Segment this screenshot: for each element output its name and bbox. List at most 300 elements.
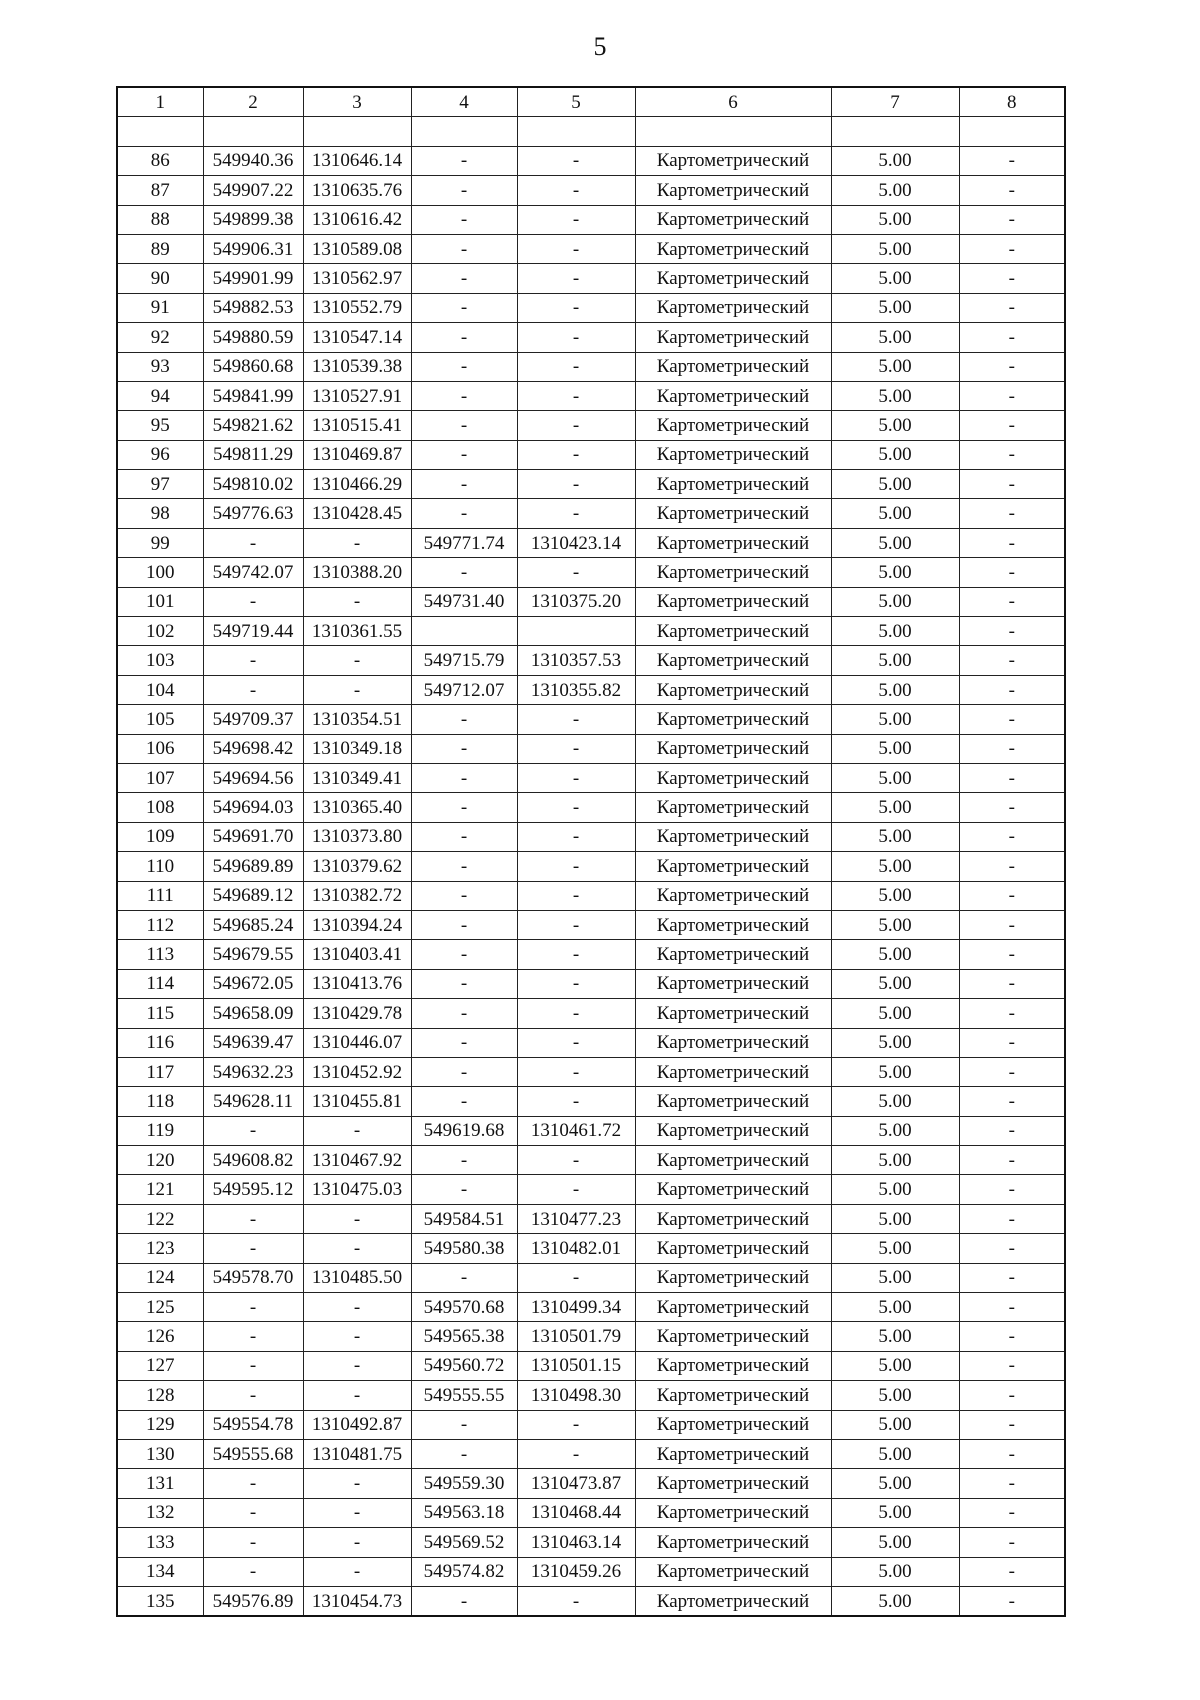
- table-cell: 549576.89: [203, 1586, 303, 1616]
- table-cell: -: [959, 352, 1065, 381]
- table-cell: -: [517, 822, 635, 851]
- table-cell: -: [959, 881, 1065, 910]
- table-cell: Картометрический: [635, 763, 831, 792]
- table-cell: 121: [117, 1175, 203, 1204]
- table-cell: Картометрический: [635, 470, 831, 499]
- table-cell: -: [411, 793, 517, 822]
- table-cell: 549860.68: [203, 352, 303, 381]
- table-row: [117, 1381, 1065, 1410]
- table-cell: -: [411, 1087, 517, 1116]
- table-cell: -: [959, 1087, 1065, 1116]
- empty-cell: [635, 117, 831, 146]
- table-cell: -: [959, 969, 1065, 998]
- table-cell: 5.00: [831, 146, 959, 175]
- table-cell: 5.00: [831, 822, 959, 851]
- table-cell: 103: [117, 646, 203, 675]
- table-row: [117, 1351, 1065, 1380]
- table-row: [117, 881, 1065, 910]
- table-cell: Картометрический: [635, 646, 831, 675]
- table-row: [117, 499, 1065, 528]
- table-cell: 5.00: [831, 793, 959, 822]
- header-cell: 2: [203, 87, 303, 117]
- table-cell: 1310552.79: [303, 293, 411, 322]
- table-cell: -: [517, 763, 635, 792]
- table-cell: -: [959, 1381, 1065, 1410]
- table-cell: -: [517, 881, 635, 910]
- table-row: [117, 264, 1065, 293]
- table-row: [117, 646, 1065, 675]
- table-cell: Картометрический: [635, 852, 831, 881]
- table-cell: 1310375.20: [517, 587, 635, 616]
- table-cell: -: [411, 1586, 517, 1616]
- table-cell: -: [303, 1381, 411, 1410]
- table-cell: 109: [117, 822, 203, 851]
- table-cell: -: [411, 910, 517, 939]
- empty-cell: [303, 117, 411, 146]
- table-cell: 97: [117, 470, 203, 499]
- table-cell: -: [959, 1410, 1065, 1439]
- table-cell: -: [203, 1557, 303, 1586]
- table-row: [117, 352, 1065, 381]
- table-cell: -: [959, 940, 1065, 969]
- table-cell: 1310373.80: [303, 822, 411, 851]
- empty-cell: [203, 117, 303, 146]
- table-cell: Картометрический: [635, 1263, 831, 1292]
- table-cell: Картометрический: [635, 1057, 831, 1086]
- table-cell: -: [959, 470, 1065, 499]
- header-cell: 8: [959, 87, 1065, 117]
- table-cell: -: [203, 528, 303, 557]
- table-cell: -: [517, 323, 635, 352]
- table-cell: 1310461.72: [517, 1116, 635, 1145]
- table-cell: 105: [117, 705, 203, 734]
- table-cell: -: [411, 1439, 517, 1468]
- table-cell: 129: [117, 1410, 203, 1439]
- table-cell: -: [959, 1175, 1065, 1204]
- table-cell: -: [959, 822, 1065, 851]
- table-row: [117, 852, 1065, 881]
- table-cell: 1310589.08: [303, 234, 411, 263]
- table-cell: 1310475.03: [303, 1175, 411, 1204]
- table-cell: -: [959, 499, 1065, 528]
- table-cell: -: [203, 1293, 303, 1322]
- table-cell: 5.00: [831, 352, 959, 381]
- table-cell: -: [203, 1498, 303, 1527]
- page-number: 5: [593, 32, 607, 61]
- table-cell: Картометрический: [635, 705, 831, 734]
- table-cell: 5.00: [831, 617, 959, 646]
- table-cell: -: [517, 1087, 635, 1116]
- table-cell: 1310403.41: [303, 940, 411, 969]
- table-cell: 127: [117, 1351, 203, 1380]
- table-cell: 1310515.41: [303, 411, 411, 440]
- table-cell: -: [411, 352, 517, 381]
- table-cell: Картометрический: [635, 1087, 831, 1116]
- table-cell: 549685.24: [203, 910, 303, 939]
- table-cell: 5.00: [831, 1586, 959, 1616]
- table-cell: 102: [117, 617, 203, 646]
- table-cell: -: [303, 528, 411, 557]
- table-cell: 1310616.42: [303, 205, 411, 234]
- table-cell: -: [517, 1175, 635, 1204]
- table-cell: 5.00: [831, 910, 959, 939]
- table-cell: 549712.07: [411, 675, 517, 704]
- table-cell: Картометрический: [635, 822, 831, 851]
- table-cell: -: [203, 587, 303, 616]
- table-cell: 549555.68: [203, 1439, 303, 1468]
- table-cell: Картометрический: [635, 910, 831, 939]
- table-cell: 88: [117, 205, 203, 234]
- table-cell: -: [959, 205, 1065, 234]
- table-cell: 549715.79: [411, 646, 517, 675]
- table-cell: 5.00: [831, 205, 959, 234]
- table-cell: 5.00: [831, 1204, 959, 1233]
- table-cell: -: [959, 705, 1065, 734]
- table-cell: -: [959, 381, 1065, 410]
- table-cell: 131: [117, 1469, 203, 1498]
- table-cell: 113: [117, 940, 203, 969]
- table-cell: 1310361.55: [303, 617, 411, 646]
- table-cell: 5.00: [831, 381, 959, 410]
- table-cell: Картометрический: [635, 293, 831, 322]
- table-cell: -: [303, 1498, 411, 1527]
- table-cell: -: [517, 734, 635, 763]
- table-row: [117, 558, 1065, 587]
- table-cell: 5.00: [831, 1263, 959, 1292]
- table-cell: 5.00: [831, 881, 959, 910]
- table-cell: -: [959, 528, 1065, 557]
- table-cell: -: [517, 1439, 635, 1468]
- table-cell: 1310357.53: [517, 646, 635, 675]
- table-cell: Картометрический: [635, 1028, 831, 1057]
- table-cell: 5.00: [831, 1498, 959, 1527]
- table-cell: 549901.99: [203, 264, 303, 293]
- table-cell: -: [959, 558, 1065, 587]
- table-cell: Картометрический: [635, 499, 831, 528]
- table-cell: 5.00: [831, 1057, 959, 1086]
- table-cell: -: [517, 999, 635, 1028]
- table-cell: -: [411, 734, 517, 763]
- table-row: [117, 1439, 1065, 1468]
- table-cell: 1310646.14: [303, 146, 411, 175]
- table-cell: 549560.72: [411, 1351, 517, 1380]
- table-cell: 1310527.91: [303, 381, 411, 410]
- table-cell: -: [203, 675, 303, 704]
- table-cell: -: [517, 234, 635, 263]
- table-cell: 1310547.14: [303, 323, 411, 352]
- table-cell: -: [303, 1204, 411, 1233]
- table-row: [117, 1175, 1065, 1204]
- table-cell: 1310354.51: [303, 705, 411, 734]
- table-row: [117, 940, 1065, 969]
- table-cell: -: [303, 587, 411, 616]
- table-cell: -: [203, 646, 303, 675]
- table-cell: 5.00: [831, 587, 959, 616]
- table-cell: -: [517, 470, 635, 499]
- header-cell: 7: [831, 87, 959, 117]
- table-cell: -: [959, 264, 1065, 293]
- table-cell: 549731.40: [411, 587, 517, 616]
- table-cell: 5.00: [831, 646, 959, 675]
- table-cell: 549899.38: [203, 205, 303, 234]
- table-cell: 87: [117, 176, 203, 205]
- table-cell: -: [959, 617, 1065, 646]
- table-cell: -: [203, 1469, 303, 1498]
- table-cell: 1310635.76: [303, 176, 411, 205]
- table-cell: 5.00: [831, 999, 959, 1028]
- table-cell: -: [411, 411, 517, 440]
- table-cell: 5.00: [831, 1381, 959, 1410]
- table-cell: -: [959, 646, 1065, 675]
- table-cell: 114: [117, 969, 203, 998]
- table-cell: 1310423.14: [517, 528, 635, 557]
- table-cell: 1310388.20: [303, 558, 411, 587]
- table-row: [117, 793, 1065, 822]
- table-cell: Картометрический: [635, 558, 831, 587]
- table-row: [117, 1204, 1065, 1233]
- table-cell: -: [959, 734, 1065, 763]
- table-cell: 5.00: [831, 705, 959, 734]
- table-row: [117, 381, 1065, 410]
- table-cell: 1310499.34: [517, 1293, 635, 1322]
- table-cell: Картометрический: [635, 617, 831, 646]
- table-cell: 1310485.50: [303, 1263, 411, 1292]
- table-cell: -: [517, 940, 635, 969]
- table-cell: 549810.02: [203, 470, 303, 499]
- table-cell: Картометрический: [635, 528, 831, 557]
- table-cell: 1310469.87: [303, 440, 411, 469]
- table-row: [117, 411, 1065, 440]
- table-cell: 1310355.82: [517, 675, 635, 704]
- table-cell: 124: [117, 1263, 203, 1292]
- table-cell: -: [517, 293, 635, 322]
- header-cell: 4: [411, 87, 517, 117]
- table-cell: -: [959, 1234, 1065, 1263]
- table-cell: 5.00: [831, 852, 959, 881]
- table-cell: 1310473.87: [517, 1469, 635, 1498]
- table-cell: 549569.52: [411, 1528, 517, 1557]
- table-cell: -: [959, 1293, 1065, 1322]
- table-cell: 98: [117, 499, 203, 528]
- table-cell: Картометрический: [635, 1146, 831, 1175]
- table-cell: 1310429.78: [303, 999, 411, 1028]
- table-row: [117, 1263, 1065, 1292]
- table-cell: 135: [117, 1586, 203, 1616]
- table-cell: -: [411, 999, 517, 1028]
- table-cell: Картометрический: [635, 264, 831, 293]
- table-cell: 90: [117, 264, 203, 293]
- table-cell: -: [411, 852, 517, 881]
- table-cell: Картометрический: [635, 1175, 831, 1204]
- table-cell: Картометрический: [635, 440, 831, 469]
- table-cell: 5.00: [831, 1028, 959, 1057]
- table-cell: 5.00: [831, 1234, 959, 1263]
- table-cell: Картометрический: [635, 1322, 831, 1351]
- table-cell: -: [411, 1175, 517, 1204]
- table-cell: -: [959, 1439, 1065, 1468]
- table-cell: -: [411, 1263, 517, 1292]
- table-cell: 101: [117, 587, 203, 616]
- table-cell: 5.00: [831, 1439, 959, 1468]
- table-row: [117, 1028, 1065, 1057]
- table-cell: 5.00: [831, 1528, 959, 1557]
- table-cell: 1310349.41: [303, 763, 411, 792]
- header-cell: 5: [517, 87, 635, 117]
- table-header: [117, 87, 1065, 117]
- table-cell: 1310463.14: [517, 1528, 635, 1557]
- table-cell: [411, 617, 517, 646]
- table-cell: 108: [117, 793, 203, 822]
- table-cell: 86: [117, 146, 203, 175]
- table-cell: 5.00: [831, 1116, 959, 1145]
- table-cell: 549694.03: [203, 793, 303, 822]
- table-cell: 1310382.72: [303, 881, 411, 910]
- table-cell: -: [411, 1028, 517, 1057]
- table-cell: -: [411, 205, 517, 234]
- table-cell: 1310466.29: [303, 470, 411, 499]
- table-cell: 5.00: [831, 1146, 959, 1175]
- table-cell: Картометрический: [635, 1351, 831, 1380]
- table-cell: -: [959, 1351, 1065, 1380]
- table-cell: -: [959, 1528, 1065, 1557]
- table-cell: 92: [117, 323, 203, 352]
- table-cell: 549742.07: [203, 558, 303, 587]
- table-cell: 1310394.24: [303, 910, 411, 939]
- table-cell: 123: [117, 1234, 203, 1263]
- table-cell: -: [959, 1116, 1065, 1145]
- table-cell: -: [959, 675, 1065, 704]
- table-cell: Картометрический: [635, 1293, 831, 1322]
- table-cell: -: [959, 1204, 1065, 1233]
- table-cell: -: [517, 264, 635, 293]
- table-cell: 549689.12: [203, 881, 303, 910]
- table-cell: -: [411, 969, 517, 998]
- table-cell: 5.00: [831, 763, 959, 792]
- table-body: [117, 117, 1065, 1616]
- table-cell: 549841.99: [203, 381, 303, 410]
- table-row: [117, 205, 1065, 234]
- table-cell: -: [303, 1293, 411, 1322]
- table-cell: -: [411, 940, 517, 969]
- table-cell: 5.00: [831, 470, 959, 499]
- table-cell: 5.00: [831, 264, 959, 293]
- table-cell: -: [517, 411, 635, 440]
- table-cell: 549776.63: [203, 499, 303, 528]
- table-cell: Картометрический: [635, 176, 831, 205]
- table-cell: Картометрический: [635, 793, 831, 822]
- table-cell: 5.00: [831, 1410, 959, 1439]
- table-cell: Картометрический: [635, 323, 831, 352]
- table-row: [117, 1234, 1065, 1263]
- table-cell: 549811.29: [203, 440, 303, 469]
- table-cell: 5.00: [831, 734, 959, 763]
- table-cell: Картометрический: [635, 1381, 831, 1410]
- table-cell: 549672.05: [203, 969, 303, 998]
- header-cell: 6: [635, 87, 831, 117]
- table-cell: 5.00: [831, 411, 959, 440]
- empty-cell: [831, 117, 959, 146]
- table-cell: 104: [117, 675, 203, 704]
- table-cell: -: [959, 587, 1065, 616]
- table-row: [117, 999, 1065, 1028]
- table-cell: 1310481.75: [303, 1439, 411, 1468]
- table-cell: 5.00: [831, 1469, 959, 1498]
- table-cell: -: [517, 352, 635, 381]
- table-cell: 549821.62: [203, 411, 303, 440]
- table-cell: -: [411, 234, 517, 263]
- table-cell: -: [411, 1146, 517, 1175]
- table-cell: Картометрический: [635, 1204, 831, 1233]
- table-cell: 95: [117, 411, 203, 440]
- table-row: [117, 146, 1065, 175]
- table-cell: 549559.30: [411, 1469, 517, 1498]
- table-cell: -: [959, 234, 1065, 263]
- table-cell: 120: [117, 1146, 203, 1175]
- table-cell: 94: [117, 381, 203, 410]
- table-cell: -: [959, 1322, 1065, 1351]
- table-cell: 549906.31: [203, 234, 303, 263]
- table-cell: 100: [117, 558, 203, 587]
- table-cell: -: [203, 1351, 303, 1380]
- table-cell: 5.00: [831, 293, 959, 322]
- table-cell: 5.00: [831, 176, 959, 205]
- table-row: [117, 323, 1065, 352]
- table-cell: 106: [117, 734, 203, 763]
- table-cell: -: [517, 705, 635, 734]
- table-cell: 89: [117, 234, 203, 263]
- table-cell: 549555.55: [411, 1381, 517, 1410]
- table-cell: -: [959, 146, 1065, 175]
- table-cell: -: [517, 146, 635, 175]
- table-cell: -: [959, 1028, 1065, 1057]
- table-cell: 126: [117, 1322, 203, 1351]
- table-cell: 112: [117, 910, 203, 939]
- table-cell: -: [203, 1528, 303, 1557]
- table-cell: -: [203, 1204, 303, 1233]
- table-cell: Картометрический: [635, 734, 831, 763]
- empty-cell: [117, 117, 203, 146]
- table-cell: 5.00: [831, 1322, 959, 1351]
- table-cell: Картометрический: [635, 146, 831, 175]
- table-cell: 549679.55: [203, 940, 303, 969]
- table-cell: 5.00: [831, 940, 959, 969]
- table-cell: 5.00: [831, 234, 959, 263]
- table-row: [117, 528, 1065, 557]
- table-cell: Картометрический: [635, 352, 831, 381]
- table-cell: -: [517, 1410, 635, 1439]
- table-cell: 111: [117, 881, 203, 910]
- table-cell: -: [411, 381, 517, 410]
- table-cell: 107: [117, 763, 203, 792]
- table-cell: 549907.22: [203, 176, 303, 205]
- table-row: [117, 1498, 1065, 1527]
- table-cell: -: [959, 411, 1065, 440]
- table-cell: -: [411, 293, 517, 322]
- table-cell: 122: [117, 1204, 203, 1233]
- table-cell: 1310446.07: [303, 1028, 411, 1057]
- table-cell: 5.00: [831, 440, 959, 469]
- table-cell: 549619.68: [411, 1116, 517, 1145]
- table-cell: -: [517, 1028, 635, 1057]
- table-cell: 5.00: [831, 499, 959, 528]
- table-cell: -: [517, 1263, 635, 1292]
- table-cell: 549632.23: [203, 1057, 303, 1086]
- table-row: [117, 1528, 1065, 1557]
- table-cell: -: [411, 264, 517, 293]
- table-cell: 5.00: [831, 528, 959, 557]
- table-cell: -: [959, 176, 1065, 205]
- table-cell: -: [303, 1469, 411, 1498]
